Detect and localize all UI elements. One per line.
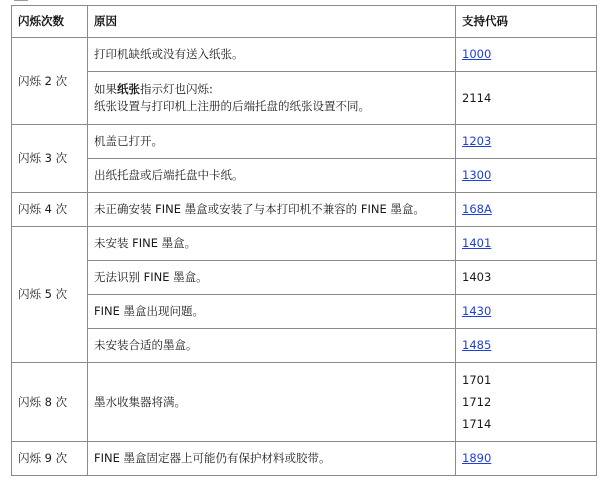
table-row (12, 329, 597, 363)
blink-count-5: 闪烁 5 次 (12, 227, 88, 363)
support-code-link-1430[interactable]: 1430 (462, 304, 492, 318)
paper-lamp-label: 纸张 (117, 82, 140, 96)
blink-code-table (11, 5, 597, 476)
support-code-link-168A[interactable]: 168A (462, 202, 492, 216)
code-cell (456, 72, 597, 125)
code-cell (456, 295, 597, 329)
support-code-1712: 1712 (462, 395, 492, 409)
code-cell (456, 227, 597, 261)
cause-cell: 出纸托盘或后端托盘中卡纸。 (88, 159, 456, 193)
support-code-1403: 1403 (462, 270, 492, 284)
cause-cell: FINE 墨盒固定器上可能仍有保护材料或胶带。 (88, 442, 456, 476)
cause-cell: 未安装 FINE 墨盒。 (88, 227, 456, 261)
header-support-code: 支持代码 (456, 6, 597, 38)
cause-cell: 未正确安装 FINE 墨盒或安装了与本打印机不兼容的 FINE 墨盒。 (88, 193, 456, 227)
cause-prefix: 如果 (94, 82, 117, 96)
support-code-1701: 1701 (462, 373, 492, 387)
table-header-row (12, 6, 597, 38)
table-row (12, 193, 597, 227)
table-row (12, 442, 597, 476)
table-row (12, 38, 597, 72)
table-row (12, 363, 597, 442)
code-cell (456, 159, 597, 193)
code-cell (456, 193, 597, 227)
cause-suffix: 指示灯也闪烁: (140, 82, 213, 96)
support-code-link-1485[interactable]: 1485 (462, 338, 492, 352)
code-cell (456, 38, 597, 72)
blink-count-9: 闪烁 9 次 (12, 442, 88, 476)
cause-cell (88, 72, 456, 125)
blink-count-4: 闪烁 4 次 (12, 193, 88, 227)
blink-count-2: 闪烁 2 次 (12, 38, 88, 125)
table-row (12, 72, 597, 125)
cause-cell: 无法识别 FINE 墨盒。 (88, 261, 456, 295)
code-cell (456, 442, 597, 476)
table-row (12, 125, 597, 159)
support-code-link-1000[interactable]: 1000 (462, 47, 492, 61)
cause-cell: 未安装合适的墨盒。 (88, 329, 456, 363)
header-cause: 原因 (88, 6, 456, 38)
cause-cell: 机盖已打开。 (88, 125, 456, 159)
blink-count-8: 闪烁 8 次 (12, 363, 88, 442)
cause-cell: 打印机缺纸或没有送入纸张。 (88, 38, 456, 72)
table-row (12, 227, 597, 261)
cause-line-2: 纸张设置与打印机上注册的后端托盘的纸张设置不同。 (94, 99, 370, 113)
table-row (12, 261, 597, 295)
support-code-link-1203[interactable]: 1203 (462, 134, 492, 148)
table-row (12, 295, 597, 329)
code-cell (456, 261, 597, 295)
cause-cell: FINE 墨盒出现问题。 (88, 295, 456, 329)
page-edge-mark (14, 0, 28, 4)
support-code-link-1890[interactable]: 1890 (462, 451, 492, 465)
support-code-link-1401[interactable]: 1401 (462, 236, 492, 250)
code-cell (456, 125, 597, 159)
code-cell (456, 363, 597, 442)
support-code-1714: 1714 (462, 417, 492, 431)
header-blink-count: 闪烁次数 (12, 6, 88, 38)
support-code-link-1300[interactable]: 1300 (462, 168, 492, 182)
support-code-2114: 2114 (462, 90, 492, 105)
cause-cell: 墨水收集器将满。 (88, 363, 456, 442)
table-row (12, 159, 597, 193)
code-cell (456, 329, 597, 363)
blink-count-3: 闪烁 3 次 (12, 125, 88, 193)
